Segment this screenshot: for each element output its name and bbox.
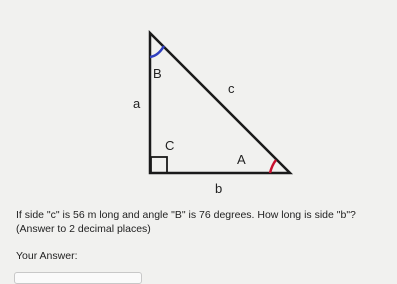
vertex-label-c: C: [165, 138, 175, 153]
vertex-label-a: A: [237, 152, 246, 167]
answer-label: Your Answer:: [16, 250, 78, 262]
side-label-b: b: [215, 181, 223, 196]
right-angle-marker: [151, 157, 167, 173]
vertex-label-b: B: [153, 66, 162, 81]
question-text: If side "c" is 56 m long and angle "B" is 76 degrees. How long is side "b"? (Answer to 2 decimal places): [16, 209, 356, 235]
angle-b-arc: [150, 46, 164, 57]
side-label-a: a: [133, 96, 141, 111]
answer-input[interactable]: [14, 272, 142, 284]
angle-a-arc: [270, 160, 276, 173]
side-label-c: c: [228, 81, 235, 96]
